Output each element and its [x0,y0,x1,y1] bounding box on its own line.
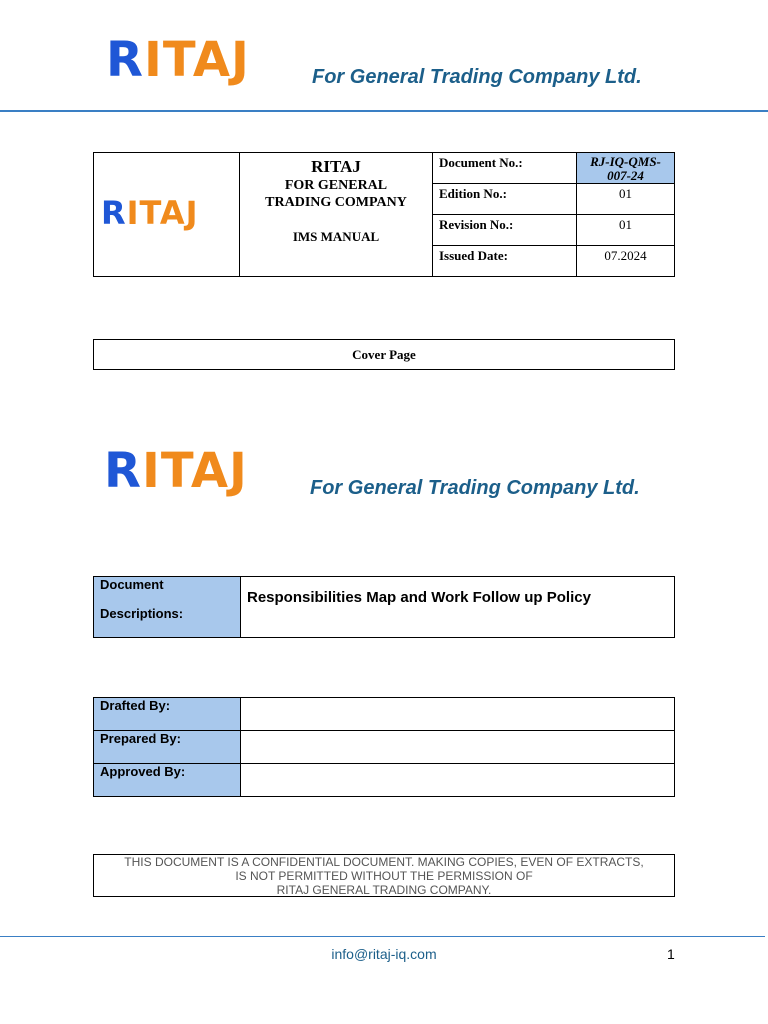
issued-date-label: Issued Date: [433,246,577,277]
description-label-cell: Document Descriptions: [94,577,241,638]
company-sub2: TRADING COMPANY [265,195,407,210]
company-tagline-middle: For General Trading Company Ltd. [310,477,640,499]
doc-no-value: RJ-IQ-QMS- 007-24 [577,153,675,184]
footer-email-link[interactable]: info@ritaj-iq.com [331,946,437,962]
issued-date-value: 07.2024 [577,246,675,277]
page-number: 1 [667,946,675,962]
company-sub1: FOR GENERAL [284,178,388,193]
confidential-notice: THIS DOCUMENT IS A CONFIDENTIAL DOCUMENT. MAKING COPIES, EVEN OF EXTRACTS, IS NOT PERMITTED WITHOUT THE PERMISSION OF RITAJ GENERAL TRADING COMPANY. [93,854,675,897]
revision-value: 01 [577,215,675,246]
document-title: Responsibilities Map and Work Follow up Policy [241,577,675,638]
edition-label: Edition No.: [433,184,577,215]
company-info-cell [240,153,433,277]
edition-value: 01 [577,184,675,215]
company-logo-top: RITAJ [106,32,250,88]
header-rule [0,110,768,112]
company-name: RITAJ [311,157,361,176]
company-logo-middle: RITAJ [104,443,248,499]
manual-title: IMS MANUAL [292,229,380,244]
signoff-table [93,697,675,797]
document-description-table [93,576,675,638]
revision-label: Revision No.: [433,215,577,246]
drafted-by-label: Drafted By: [94,698,241,731]
document-header-table [93,152,675,277]
footer-rule [0,936,765,937]
drafted-by-value[interactable] [241,698,675,731]
header-logo-cell [94,153,240,277]
company-tagline-top: For General Trading Company Ltd. [312,66,642,88]
approved-by-value[interactable] [241,764,675,797]
prepared-by-value[interactable] [241,731,675,764]
company-logo-small: RITAJ [101,193,199,232]
cover-page-label: Cover Page [93,339,675,370]
doc-no-label: Document No.: [433,153,577,184]
approved-by-label: Approved By: [94,764,241,797]
prepared-by-label: Prepared By: [94,731,241,764]
